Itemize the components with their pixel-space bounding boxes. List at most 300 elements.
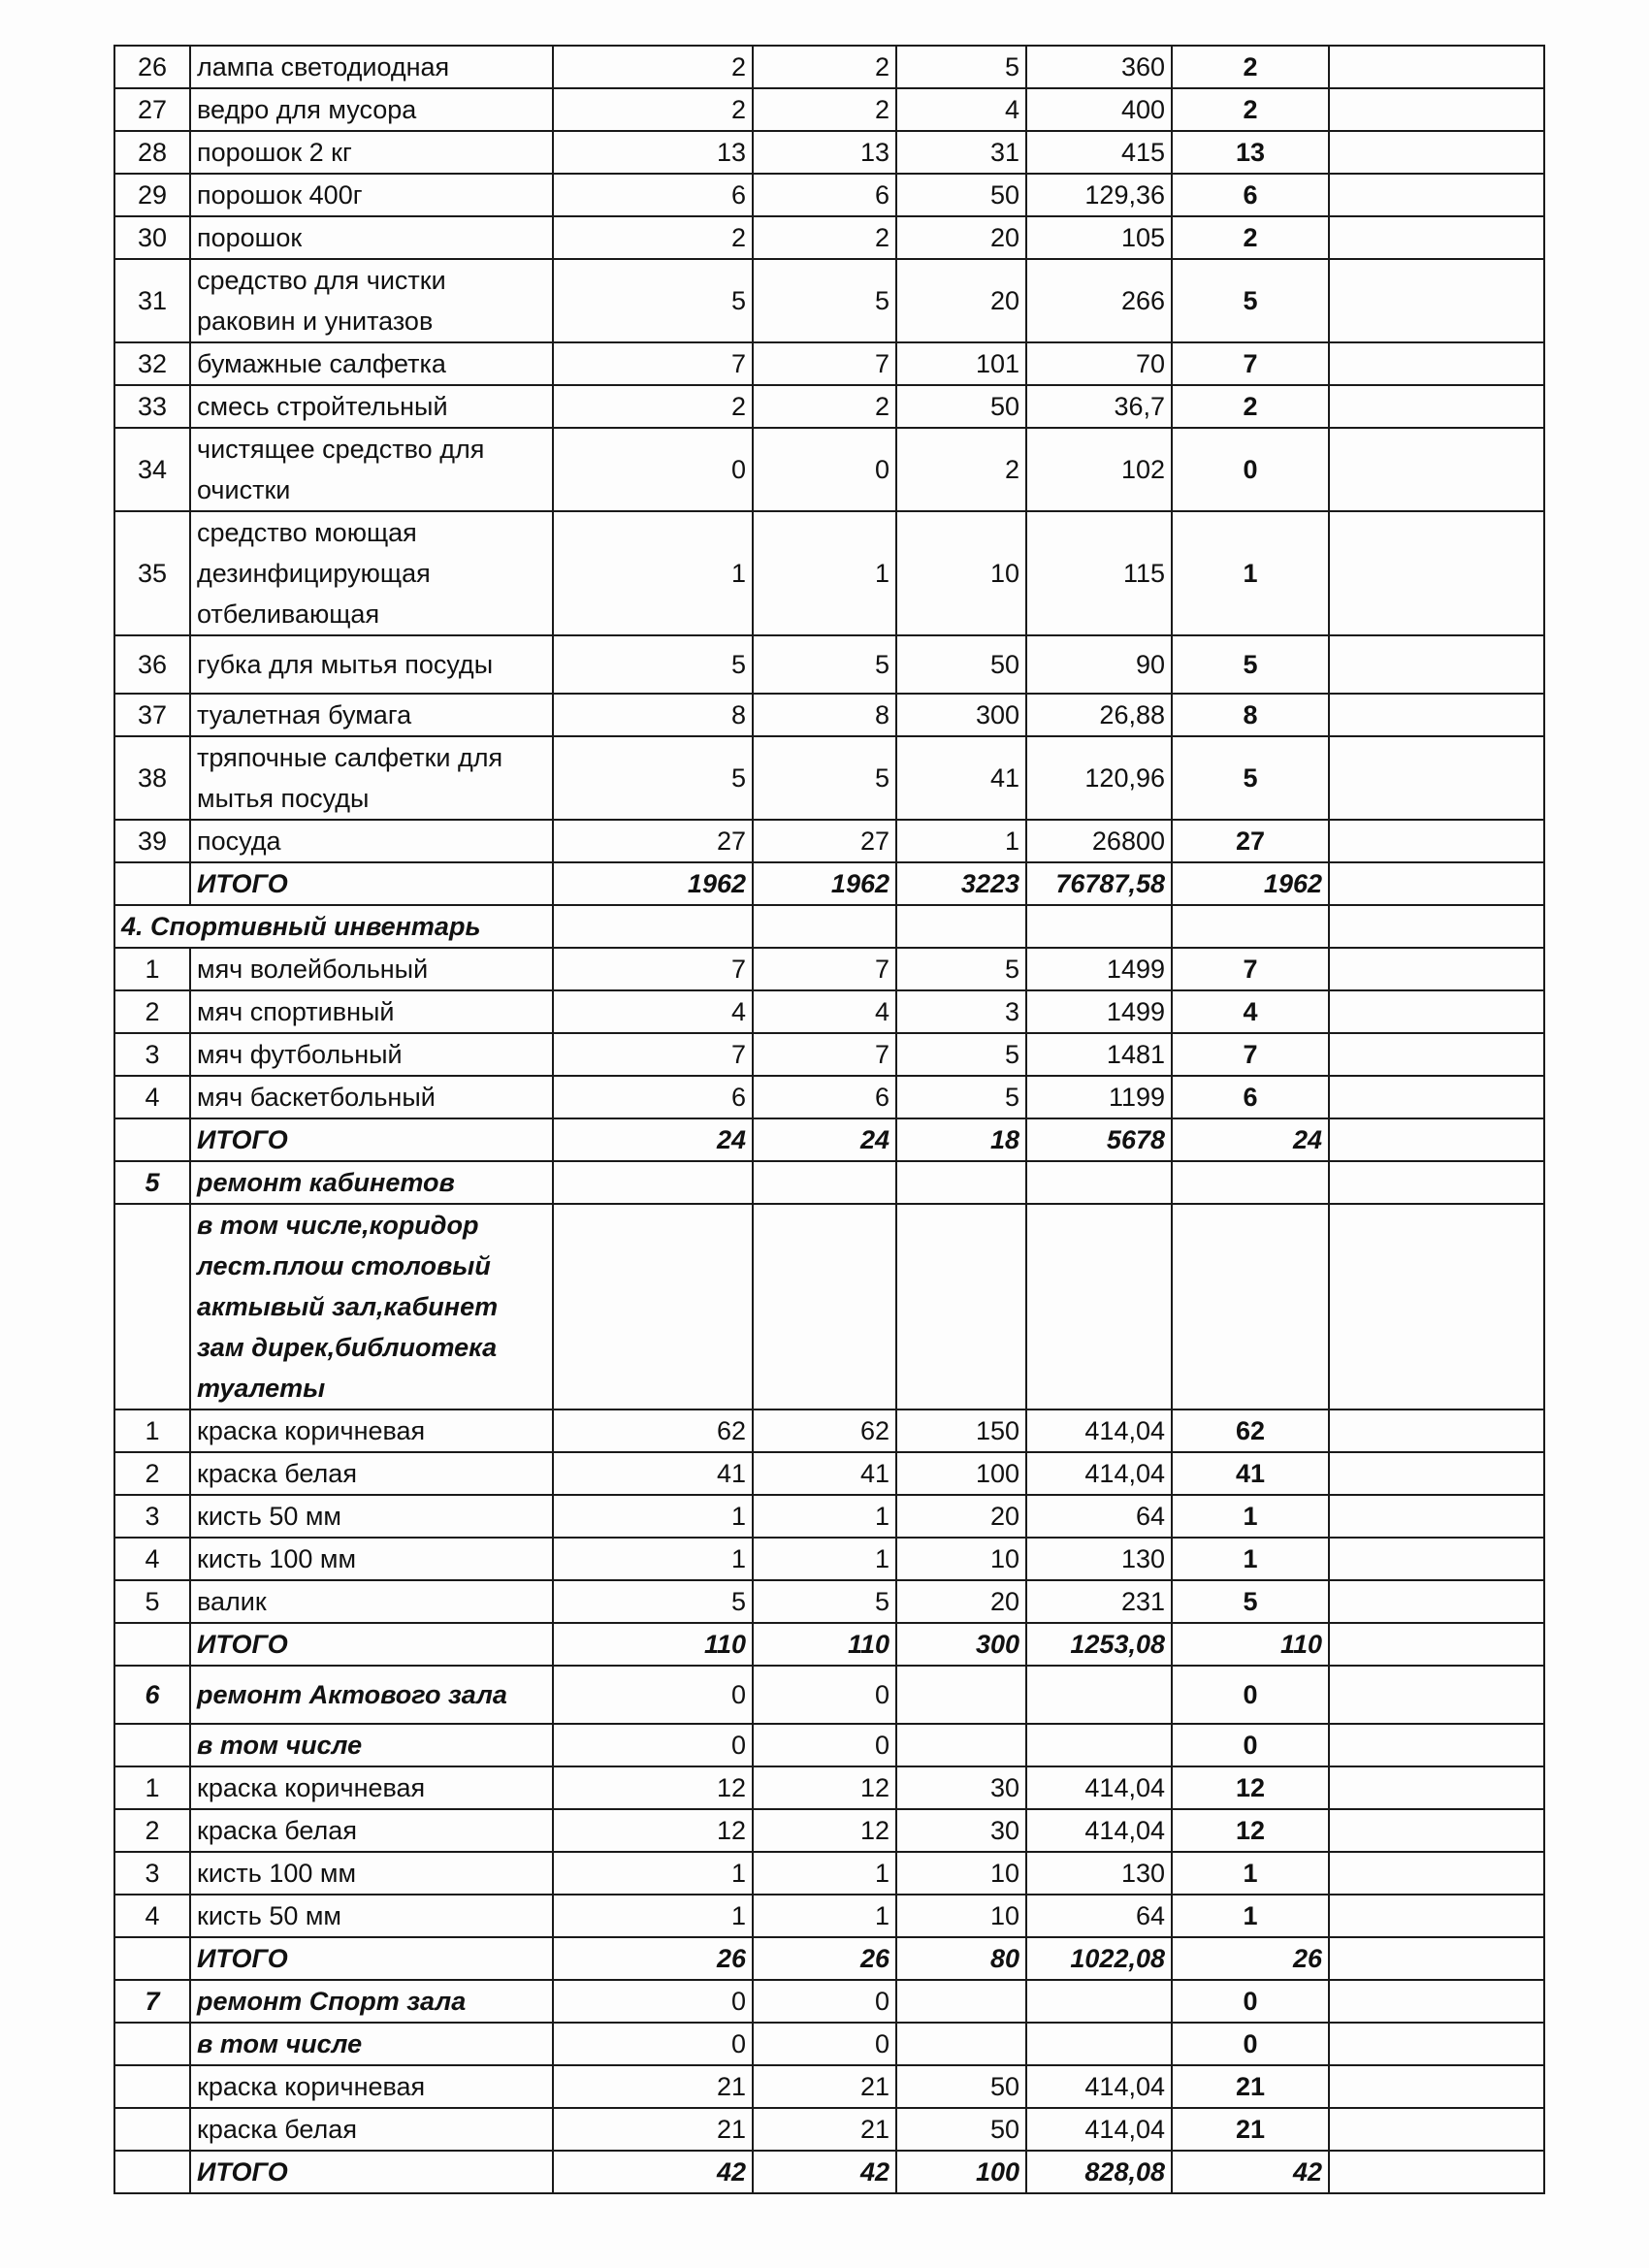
quantity-3-cell: 3 — [896, 990, 1026, 1033]
table-row — [114, 259, 1544, 342]
quantity-3-cell: 50 — [896, 174, 1026, 216]
row-number-cell: 33 — [114, 385, 190, 428]
quantity-bold-cell: 21 — [1172, 2065, 1329, 2108]
quantity-2-cell: 5 — [753, 259, 896, 342]
total-row — [114, 1623, 1544, 1666]
row-number-cell — [114, 2023, 190, 2065]
quantity-2-cell: 8 — [753, 694, 896, 736]
quantity-3-cell: 20 — [896, 1495, 1026, 1538]
item-name-cell: лампа светодиодная — [190, 46, 553, 88]
notes-cell — [1329, 46, 1544, 88]
item-name-cell: посуда — [190, 820, 553, 862]
row-number-cell: 3 — [114, 1033, 190, 1076]
quantity-3-cell: 4 — [896, 88, 1026, 131]
row-number-cell: 4 — [114, 1538, 190, 1580]
table-row — [114, 948, 1544, 990]
quantity-bold-cell: 1 — [1172, 1538, 1329, 1580]
quantity-bold-cell: 5 — [1172, 736, 1329, 820]
notes-cell — [1329, 1980, 1544, 2023]
item-name-cell: ремонт Актового зала — [190, 1666, 553, 1724]
item-name-cell: кисть 50 мм — [190, 1895, 553, 1937]
quantity-3-cell — [896, 1161, 1026, 1204]
quantity-bold-cell: 24 — [1172, 1118, 1329, 1161]
row-number-cell: 1 — [114, 1409, 190, 1452]
row-number-cell: 36 — [114, 635, 190, 694]
item-name-cell: ИТОГО — [190, 2151, 553, 2193]
row-number-cell: 34 — [114, 428, 190, 511]
quantity-1-cell: 2 — [553, 385, 753, 428]
notes-cell — [1329, 2151, 1544, 2193]
item-name-cell: краска белая — [190, 2108, 553, 2151]
quantity-2-cell: 42 — [753, 2151, 896, 2193]
price-cell: 415 — [1026, 131, 1172, 174]
notes-cell — [1329, 948, 1544, 990]
quantity-bold-cell: 2 — [1172, 385, 1329, 428]
quantity-3-cell: 101 — [896, 342, 1026, 385]
table-row — [114, 1809, 1544, 1852]
quantity-2-cell: 24 — [753, 1118, 896, 1161]
price-cell: 120,96 — [1026, 736, 1172, 820]
notes-cell — [1329, 1452, 1544, 1495]
row-number-cell: 4 — [114, 1076, 190, 1118]
notes-cell — [1329, 1895, 1544, 1937]
notes-cell — [1329, 1204, 1544, 1409]
price-cell: 129,36 — [1026, 174, 1172, 216]
price-cell: 70 — [1026, 342, 1172, 385]
quantity-3-cell: 41 — [896, 736, 1026, 820]
notes-cell — [1329, 1118, 1544, 1161]
quantity-3-cell: 20 — [896, 216, 1026, 259]
row-number-cell: 38 — [114, 736, 190, 820]
notes-cell — [1329, 1937, 1544, 1980]
quantity-3-cell: 50 — [896, 2065, 1026, 2108]
price-cell: 828,08 — [1026, 2151, 1172, 2193]
quantity-2-cell: 0 — [753, 428, 896, 511]
notes-cell — [1329, 1409, 1544, 1452]
item-name-cell: ведро для мусора — [190, 88, 553, 131]
price-cell: 400 — [1026, 88, 1172, 131]
item-name-cell: ремонт кабинетов — [190, 1161, 553, 1204]
quantity-1-cell: 1 — [553, 1495, 753, 1538]
quantity-1-cell: 41 — [553, 1452, 753, 1495]
quantity-3-cell: 30 — [896, 1766, 1026, 1809]
item-name-cell: мяч волейбольный — [190, 948, 553, 990]
notes-cell — [1329, 216, 1544, 259]
notes-cell — [1329, 1495, 1544, 1538]
quantity-2-cell: 5 — [753, 635, 896, 694]
notes-cell — [1329, 1161, 1544, 1204]
quantity-bold-cell: 2 — [1172, 216, 1329, 259]
table-row — [114, 385, 1544, 428]
item-name-cell: туалетная бумага — [190, 694, 553, 736]
notes-cell — [1329, 342, 1544, 385]
quantity-1-cell: 21 — [553, 2108, 753, 2151]
quantity-3-cell: 20 — [896, 1580, 1026, 1623]
row-number-cell — [114, 2151, 190, 2193]
price-cell: 102 — [1026, 428, 1172, 511]
quantity-bold-cell: 0 — [1172, 2023, 1329, 2065]
quantity-bold-cell: 7 — [1172, 948, 1329, 990]
quantity-bold-cell: 12 — [1172, 1809, 1329, 1852]
quantity-2-cell: 12 — [753, 1809, 896, 1852]
notes-cell — [1329, 694, 1544, 736]
quantity-1-cell: 26 — [553, 1937, 753, 1980]
row-number-cell: 7 — [114, 1980, 190, 2023]
quantity-2-cell: 1 — [753, 1852, 896, 1895]
quantity-3-cell — [896, 1666, 1026, 1724]
row-number-cell: 35 — [114, 511, 190, 635]
price-cell: 1499 — [1026, 990, 1172, 1033]
price-cell: 414,04 — [1026, 1409, 1172, 1452]
notes-cell — [1329, 428, 1544, 511]
row-number-cell: 3 — [114, 1852, 190, 1895]
quantity-2-cell: 7 — [753, 342, 896, 385]
quantity-bold-cell: 41 — [1172, 1452, 1329, 1495]
subheading-row — [114, 1724, 1544, 1766]
quantity-3-cell: 5 — [896, 948, 1026, 990]
item-name-cell: кисть 100 мм — [190, 1538, 553, 1580]
quantity-bold-cell: 1 — [1172, 1852, 1329, 1895]
quantity-3-cell: 100 — [896, 1452, 1026, 1495]
subheading-row — [114, 2023, 1544, 2065]
price-cell: 36,7 — [1026, 385, 1172, 428]
quantity-bold-cell — [1172, 1161, 1329, 1204]
table-row — [114, 342, 1544, 385]
table-row — [114, 1895, 1544, 1937]
quantity-3-cell — [896, 2023, 1026, 2065]
section-heading-row — [114, 905, 1544, 948]
quantity-bold-cell: 42 — [1172, 2151, 1329, 2193]
price-cell: 76787,58 — [1026, 862, 1172, 905]
quantity-3-cell — [896, 1724, 1026, 1766]
notes-cell — [1329, 88, 1544, 131]
price-cell: 266 — [1026, 259, 1172, 342]
quantity-bold-cell — [1172, 1204, 1329, 1409]
quantity-1-cell — [553, 1161, 753, 1204]
table-row — [114, 1033, 1544, 1076]
table-row — [114, 820, 1544, 862]
quantity-1-cell: 12 — [553, 1766, 753, 1809]
quantity-1-cell: 7 — [553, 1033, 753, 1076]
notes-cell — [1329, 1852, 1544, 1895]
total-row — [114, 2151, 1544, 2193]
quantity-2-cell: 0 — [753, 2023, 896, 2065]
table-row — [114, 2108, 1544, 2151]
table-row — [114, 1538, 1544, 1580]
item-name-cell: тряпочные салфетки для мытья посуды — [190, 736, 553, 820]
quantity-2-cell: 2 — [753, 216, 896, 259]
quantity-2-cell: 5 — [753, 1580, 896, 1623]
section-title: 4. Спортивный инвентарь — [114, 905, 553, 948]
quantity-1-cell: 1 — [553, 511, 753, 635]
row-number-cell — [114, 2108, 190, 2151]
quantity-1-cell: 110 — [553, 1623, 753, 1666]
quantity-3-cell — [896, 905, 1026, 948]
item-name-cell: краска белая — [190, 1452, 553, 1495]
quantity-bold-cell: 1 — [1172, 511, 1329, 635]
item-name-cell: кисть 50 мм — [190, 1495, 553, 1538]
quantity-1-cell: 5 — [553, 635, 753, 694]
price-cell — [1026, 1161, 1172, 1204]
row-number-cell: 1 — [114, 1766, 190, 1809]
price-cell: 26800 — [1026, 820, 1172, 862]
table-row — [114, 736, 1544, 820]
quantity-1-cell: 2 — [553, 46, 753, 88]
quantity-3-cell: 1 — [896, 820, 1026, 862]
table-row — [114, 2065, 1544, 2108]
table-row — [114, 1580, 1544, 1623]
quantity-1-cell: 1 — [553, 1852, 753, 1895]
item-name-cell: порошок 2 кг — [190, 131, 553, 174]
item-name-cell: ИТОГО — [190, 1623, 553, 1666]
price-cell: 130 — [1026, 1538, 1172, 1580]
row-number-cell: 37 — [114, 694, 190, 736]
quantity-1-cell: 5 — [553, 736, 753, 820]
quantity-1-cell: 27 — [553, 820, 753, 862]
price-cell: 414,04 — [1026, 1452, 1172, 1495]
item-name-cell: мяч футбольный — [190, 1033, 553, 1076]
quantity-1-cell — [553, 905, 753, 948]
quantity-1-cell: 6 — [553, 174, 753, 216]
table-row — [114, 131, 1544, 174]
notes-cell — [1329, 1809, 1544, 1852]
price-cell: 360 — [1026, 46, 1172, 88]
price-cell: 115 — [1026, 511, 1172, 635]
inventory-table-body — [114, 46, 1544, 2193]
quantity-3-cell: 2 — [896, 428, 1026, 511]
row-number-cell — [114, 1724, 190, 1766]
quantity-2-cell: 1 — [753, 1495, 896, 1538]
price-cell: 64 — [1026, 1495, 1172, 1538]
quantity-1-cell: 0 — [553, 1980, 753, 2023]
item-name-cell: мяч спортивный — [190, 990, 553, 1033]
total-row — [114, 1937, 1544, 1980]
quantity-3-cell: 10 — [896, 1895, 1026, 1937]
notes-cell — [1329, 1724, 1544, 1766]
quantity-3-cell — [896, 1980, 1026, 2023]
quantity-1-cell: 1 — [553, 1895, 753, 1937]
item-name-cell: краска коричневая — [190, 1766, 553, 1809]
quantity-2-cell: 21 — [753, 2065, 896, 2108]
quantity-2-cell: 110 — [753, 1623, 896, 1666]
quantity-3-cell — [896, 1204, 1026, 1409]
price-cell: 231 — [1026, 1580, 1172, 1623]
price-cell — [1026, 2023, 1172, 2065]
item-name-cell: порошок — [190, 216, 553, 259]
table-row — [114, 1495, 1544, 1538]
item-name-cell: средство для чистки раковин и унитазов — [190, 259, 553, 342]
quantity-1-cell: 4 — [553, 990, 753, 1033]
notes-cell — [1329, 1538, 1544, 1580]
quantity-bold-cell: 27 — [1172, 820, 1329, 862]
row-number-cell: 3 — [114, 1495, 190, 1538]
row-number-cell: 29 — [114, 174, 190, 216]
table-row — [114, 1076, 1544, 1118]
table-row — [114, 511, 1544, 635]
price-cell — [1026, 1724, 1172, 1766]
quantity-bold-cell: 5 — [1172, 635, 1329, 694]
quantity-2-cell — [753, 905, 896, 948]
quantity-bold-cell: 5 — [1172, 259, 1329, 342]
quantity-1-cell: 1962 — [553, 862, 753, 905]
row-number-cell: 6 — [114, 1666, 190, 1724]
price-cell: 130 — [1026, 1852, 1172, 1895]
row-number-cell: 5 — [114, 1580, 190, 1623]
quantity-bold-cell: 6 — [1172, 174, 1329, 216]
notes-cell — [1329, 131, 1544, 174]
table-row — [114, 990, 1544, 1033]
row-number-cell: 32 — [114, 342, 190, 385]
quantity-bold-cell: 0 — [1172, 428, 1329, 511]
row-number-cell: 1 — [114, 948, 190, 990]
quantity-bold-cell: 13 — [1172, 131, 1329, 174]
notes-cell — [1329, 1766, 1544, 1809]
quantity-3-cell: 5 — [896, 1076, 1026, 1118]
quantity-bold-cell: 1 — [1172, 1895, 1329, 1937]
item-name-cell: в том числе,коридор лест.плош столовый актывый зал,кабинет зам дирек,библиотека туалеты — [190, 1204, 553, 1409]
row-number-cell: 39 — [114, 820, 190, 862]
notes-cell — [1329, 511, 1544, 635]
quantity-2-cell — [753, 1161, 896, 1204]
price-cell: 414,04 — [1026, 1766, 1172, 1809]
quantity-2-cell: 26 — [753, 1937, 896, 1980]
quantity-2-cell — [753, 1204, 896, 1409]
quantity-bold-cell: 0 — [1172, 1980, 1329, 2023]
price-cell: 105 — [1026, 216, 1172, 259]
row-number-cell: 27 — [114, 88, 190, 131]
quantity-3-cell: 10 — [896, 1538, 1026, 1580]
item-name-cell: краска белая — [190, 1809, 553, 1852]
quantity-3-cell: 80 — [896, 1937, 1026, 1980]
quantity-3-cell: 100 — [896, 2151, 1026, 2193]
price-cell: 64 — [1026, 1895, 1172, 1937]
total-row — [114, 1118, 1544, 1161]
quantity-3-cell: 50 — [896, 635, 1026, 694]
row-number-cell — [114, 1623, 190, 1666]
price-cell: 1199 — [1026, 1076, 1172, 1118]
table-row — [114, 88, 1544, 131]
quantity-1-cell: 0 — [553, 2023, 753, 2065]
quantity-2-cell: 1 — [753, 1895, 896, 1937]
item-name-cell: ремонт Спорт зала — [190, 1980, 553, 2023]
quantity-3-cell: 31 — [896, 131, 1026, 174]
row-number-cell — [114, 2065, 190, 2108]
quantity-1-cell: 6 — [553, 1076, 753, 1118]
quantity-bold-cell: 26 — [1172, 1937, 1329, 1980]
quantity-2-cell: 4 — [753, 990, 896, 1033]
quantity-2-cell: 0 — [753, 1666, 896, 1724]
quantity-2-cell: 6 — [753, 174, 896, 216]
notes-cell — [1329, 1666, 1544, 1724]
quantity-2-cell: 1962 — [753, 862, 896, 905]
quantity-1-cell: 1 — [553, 1538, 753, 1580]
inventory-table — [113, 45, 1545, 2194]
quantity-bold-cell: 6 — [1172, 1076, 1329, 1118]
quantity-3-cell: 20 — [896, 259, 1026, 342]
quantity-3-cell: 5 — [896, 1033, 1026, 1076]
row-number-cell — [114, 1204, 190, 1409]
price-cell: 26,88 — [1026, 694, 1172, 736]
notes-cell — [1329, 259, 1544, 342]
item-name-cell: кисть 100 мм — [190, 1852, 553, 1895]
notes-cell — [1329, 385, 1544, 428]
notes-cell — [1329, 820, 1544, 862]
quantity-2-cell: 41 — [753, 1452, 896, 1495]
quantity-3-cell: 50 — [896, 385, 1026, 428]
notes-cell — [1329, 1580, 1544, 1623]
quantity-1-cell: 0 — [553, 1666, 753, 1724]
quantity-2-cell: 62 — [753, 1409, 896, 1452]
row-number-cell: 5 — [114, 1161, 190, 1204]
quantity-3-cell: 50 — [896, 2108, 1026, 2151]
quantity-bold-cell: 4 — [1172, 990, 1329, 1033]
quantity-1-cell: 7 — [553, 342, 753, 385]
item-name-cell: порошок 400г — [190, 174, 553, 216]
notes-cell — [1329, 174, 1544, 216]
quantity-1-cell: 5 — [553, 1580, 753, 1623]
notes-cell — [1329, 990, 1544, 1033]
price-cell: 1253,08 — [1026, 1623, 1172, 1666]
row-number-cell: 28 — [114, 131, 190, 174]
row-number-cell: 31 — [114, 259, 190, 342]
quantity-1-cell — [553, 1204, 753, 1409]
price-cell — [1026, 1980, 1172, 2023]
section-heading-row — [114, 1666, 1544, 1724]
quantity-2-cell: 5 — [753, 736, 896, 820]
quantity-3-cell: 10 — [896, 511, 1026, 635]
quantity-2-cell: 1 — [753, 511, 896, 635]
notes-cell — [1329, 862, 1544, 905]
quantity-1-cell: 8 — [553, 694, 753, 736]
quantity-1-cell: 0 — [553, 1724, 753, 1766]
quantity-bold-cell: 5 — [1172, 1580, 1329, 1623]
quantity-1-cell: 12 — [553, 1809, 753, 1852]
quantity-1-cell: 2 — [553, 216, 753, 259]
quantity-1-cell: 13 — [553, 131, 753, 174]
row-number-cell: 26 — [114, 46, 190, 88]
table-row — [114, 428, 1544, 511]
quantity-bold-cell: 12 — [1172, 1766, 1329, 1809]
row-number-cell — [114, 1937, 190, 1980]
quantity-bold-cell: 110 — [1172, 1623, 1329, 1666]
quantity-2-cell: 0 — [753, 1980, 896, 2023]
price-cell — [1026, 1204, 1172, 1409]
item-name-cell: бумажные салфетка — [190, 342, 553, 385]
quantity-2-cell: 0 — [753, 1724, 896, 1766]
quantity-2-cell: 21 — [753, 2108, 896, 2151]
quantity-1-cell: 2 — [553, 88, 753, 131]
price-cell: 414,04 — [1026, 1809, 1172, 1852]
quantity-3-cell: 150 — [896, 1409, 1026, 1452]
item-name-cell: средство моющая дезинфицирующая отбеливающая — [190, 511, 553, 635]
quantity-2-cell: 27 — [753, 820, 896, 862]
table-row — [114, 1852, 1544, 1895]
item-name-cell: в том числе — [190, 2023, 553, 2065]
price-cell: 5678 — [1026, 1118, 1172, 1161]
quantity-2-cell: 13 — [753, 131, 896, 174]
notes-cell — [1329, 736, 1544, 820]
quantity-2-cell: 7 — [753, 1033, 896, 1076]
notes-cell — [1329, 2108, 1544, 2151]
quantity-3-cell: 300 — [896, 694, 1026, 736]
notes-cell — [1329, 2065, 1544, 2108]
table-row — [114, 216, 1544, 259]
notes-cell — [1329, 1033, 1544, 1076]
quantity-bold-cell: 7 — [1172, 342, 1329, 385]
price-cell — [1026, 905, 1172, 948]
price-cell: 1499 — [1026, 948, 1172, 990]
quantity-1-cell: 0 — [553, 428, 753, 511]
